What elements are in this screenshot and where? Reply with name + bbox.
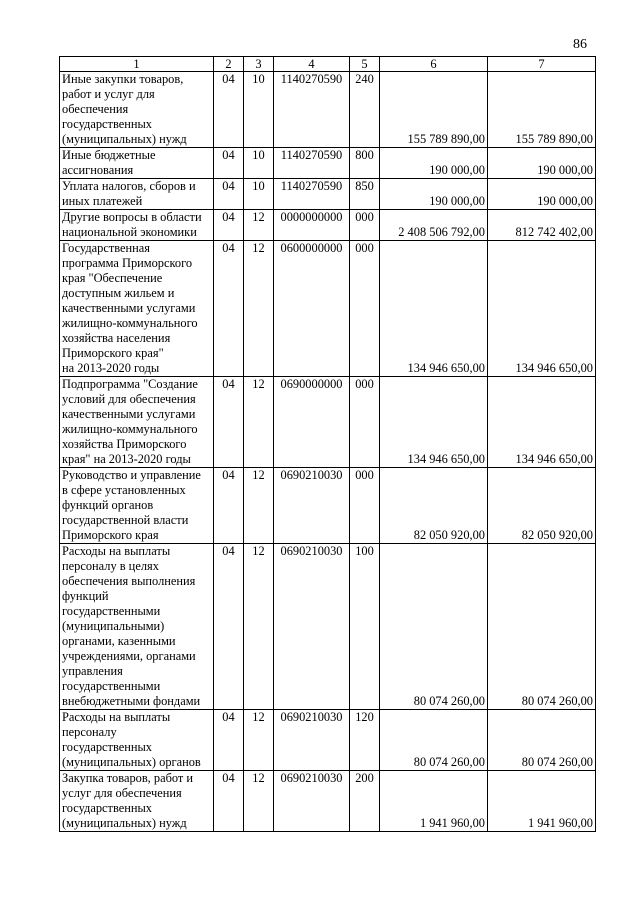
- item-name-line: Приморского края: [62, 528, 159, 542]
- item-name: [60, 179, 214, 210]
- amount-col-7: 134 946 650,00: [488, 241, 596, 377]
- target-article-code: 1140270590: [274, 72, 350, 148]
- item-name-line: края "Обеспечение: [62, 271, 163, 285]
- item-name-line: края" на 2013-2020 годы: [62, 452, 191, 466]
- item-name-line: обеспечения: [62, 102, 129, 116]
- item-name-line: хозяйства Приморского: [62, 437, 187, 451]
- section-code: 04: [214, 241, 244, 377]
- amount-col-6: 190 000,00: [380, 148, 488, 179]
- item-name-line: обеспечения выполнения: [62, 574, 196, 588]
- item-name-line: Иные бюджетные: [62, 148, 156, 162]
- section-code: 04: [214, 377, 244, 468]
- expense-type-code: 000: [350, 241, 380, 377]
- item-name-line: доступным жильем и: [62, 286, 175, 300]
- item-name: [60, 544, 214, 710]
- subsection-code: 12: [244, 241, 274, 377]
- item-name-line: Подпрограмма "Создание: [62, 377, 198, 391]
- target-article-code: 1140270590: [274, 179, 350, 210]
- table-row: [60, 72, 596, 148]
- section-code: 04: [214, 771, 244, 832]
- table-row: [60, 771, 596, 832]
- item-name: [60, 72, 214, 148]
- target-article-code: 0690000000: [274, 377, 350, 468]
- item-name-line: Уплата налогов, сборов и: [62, 179, 196, 193]
- item-name-line: функций: [62, 589, 109, 603]
- item-name-line: услуг для обеспечения: [62, 786, 182, 800]
- item-name: [60, 710, 214, 771]
- item-name-line: Расходы на выплаты: [62, 544, 171, 558]
- amount-col-7: 80 074 260,00: [488, 544, 596, 710]
- expense-type-code: 200: [350, 771, 380, 832]
- target-article-code: 0690210030: [274, 710, 350, 771]
- item-name-line: качественными услугами: [62, 407, 196, 421]
- subsection-code: 12: [244, 544, 274, 710]
- section-code: 04: [214, 544, 244, 710]
- column-header: 4: [274, 57, 350, 72]
- item-name-line: в сфере установленных: [62, 483, 186, 497]
- column-header: 6: [380, 57, 488, 72]
- expense-type-code: 120: [350, 710, 380, 771]
- section-code: 04: [214, 468, 244, 544]
- table-row: [60, 468, 596, 544]
- item-name-line: работ и услуг для: [62, 87, 155, 101]
- item-name: [60, 241, 214, 377]
- table-row: [60, 377, 596, 468]
- item-name-line: Приморского края": [62, 346, 164, 360]
- item-name-line: Иные закупки товаров,: [62, 72, 184, 86]
- header-row: [60, 57, 596, 72]
- subsection-code: 12: [244, 710, 274, 771]
- subsection-code: 10: [244, 148, 274, 179]
- subsection-code: 12: [244, 468, 274, 544]
- item-name-line: (муниципальными): [62, 619, 165, 633]
- item-name-line: государственных: [62, 801, 153, 815]
- amount-col-6: 2 408 506 792,00: [380, 210, 488, 241]
- item-name-line: качественными услугами: [62, 301, 196, 315]
- amount-col-7: 80 074 260,00: [488, 710, 596, 771]
- table-row: [60, 148, 596, 179]
- expense-type-code: 000: [350, 377, 380, 468]
- amount-col-6: 190 000,00: [380, 179, 488, 210]
- amount-col-7: 1 941 960,00: [488, 771, 596, 832]
- subsection-code: 12: [244, 771, 274, 832]
- item-name-line: условий для обеспечения: [62, 392, 196, 406]
- expense-type-code: 000: [350, 468, 380, 544]
- amount-col-6: 80 074 260,00: [380, 544, 488, 710]
- subsection-code: 10: [244, 72, 274, 148]
- target-article-code: 0000000000: [274, 210, 350, 241]
- target-article-code: 0690210030: [274, 468, 350, 544]
- expense-type-code: 000: [350, 210, 380, 241]
- target-article-code: 0690210030: [274, 771, 350, 832]
- item-name-line: государственными: [62, 679, 161, 693]
- column-header: 2: [214, 57, 244, 72]
- item-name-line: Руководство и управление: [62, 468, 201, 482]
- item-name-line: Другие вопросы в области: [62, 210, 202, 224]
- amount-col-7: 155 789 890,00: [488, 72, 596, 148]
- target-article-code: 0600000000: [274, 241, 350, 377]
- item-name-line: ассигнования: [62, 163, 134, 177]
- item-name-line: Закупка товаров, работ и: [62, 771, 194, 785]
- amount-col-6: 1 941 960,00: [380, 771, 488, 832]
- amount-col-7: 82 050 920,00: [488, 468, 596, 544]
- amount-col-6: 82 050 920,00: [380, 468, 488, 544]
- item-name-line: (муниципальных) органов: [62, 755, 201, 769]
- subsection-code: 12: [244, 210, 274, 241]
- item-name-line: персоналу: [62, 725, 117, 739]
- item-name-line: государственных: [62, 117, 153, 131]
- item-name-line: государственных: [62, 740, 153, 754]
- amount-col-7: 812 742 402,00: [488, 210, 596, 241]
- item-name-line: жилищно-коммунального: [62, 316, 198, 330]
- section-code: 04: [214, 710, 244, 771]
- column-header: 3: [244, 57, 274, 72]
- item-name-line: внебюджетными фондами: [62, 694, 201, 708]
- amount-col-6: 134 946 650,00: [380, 241, 488, 377]
- table-row: [60, 179, 596, 210]
- amount-col-6: 134 946 650,00: [380, 377, 488, 468]
- item-name-line: государственными: [62, 604, 161, 618]
- budget-table: [59, 56, 596, 832]
- item-name-line: национальной экономики: [62, 225, 197, 239]
- section-code: 04: [214, 72, 244, 148]
- item-name: [60, 377, 214, 468]
- column-header: 5: [350, 57, 380, 72]
- expense-type-code: 100: [350, 544, 380, 710]
- item-name-line: хозяйства населения: [62, 331, 171, 345]
- item-name-line: (муниципальных) нужд: [62, 132, 187, 146]
- table-row: [60, 210, 596, 241]
- item-name-line: управления: [62, 664, 123, 678]
- expense-type-code: 800: [350, 148, 380, 179]
- item-name-line: Государственная: [62, 241, 150, 255]
- item-name-line: иных платежей: [62, 194, 143, 208]
- expense-type-code: 850: [350, 179, 380, 210]
- table-row: [60, 710, 596, 771]
- subsection-code: 12: [244, 377, 274, 468]
- target-article-code: 0690210030: [274, 544, 350, 710]
- item-name-line: государственной власти: [62, 513, 189, 527]
- item-name-line: Расходы на выплаты: [62, 710, 171, 724]
- item-name: [60, 771, 214, 832]
- section-code: 04: [214, 148, 244, 179]
- column-header: 7: [488, 57, 596, 72]
- item-name-line: (муниципальных) нужд: [62, 816, 187, 830]
- amount-col-7: 190 000,00: [488, 148, 596, 179]
- section-code: 04: [214, 179, 244, 210]
- expense-type-code: 240: [350, 72, 380, 148]
- item-name-line: жилищно-коммунального: [62, 422, 198, 436]
- page-number: 86: [573, 37, 587, 52]
- item-name-line: органами, казенными: [62, 634, 176, 648]
- item-name: [60, 210, 214, 241]
- amount-col-7: 134 946 650,00: [488, 377, 596, 468]
- amount-col-6: 155 789 890,00: [380, 72, 488, 148]
- column-header: 1: [60, 57, 214, 72]
- item-name-line: функций органов: [62, 498, 154, 512]
- item-name: [60, 468, 214, 544]
- item-name: [60, 148, 214, 179]
- target-article-code: 1140270590: [274, 148, 350, 179]
- subsection-code: 10: [244, 179, 274, 210]
- section-code: 04: [214, 210, 244, 241]
- table-row: [60, 544, 596, 710]
- amount-col-7: 190 000,00: [488, 179, 596, 210]
- item-name-line: персоналу в целях: [62, 559, 159, 573]
- amount-col-6: 80 074 260,00: [380, 710, 488, 771]
- table-row: [60, 241, 596, 377]
- item-name-line: программа Приморского: [62, 256, 193, 270]
- item-name-line: учреждениями, органами: [62, 649, 196, 663]
- item-name-line: на 2013-2020 годы: [62, 361, 160, 375]
